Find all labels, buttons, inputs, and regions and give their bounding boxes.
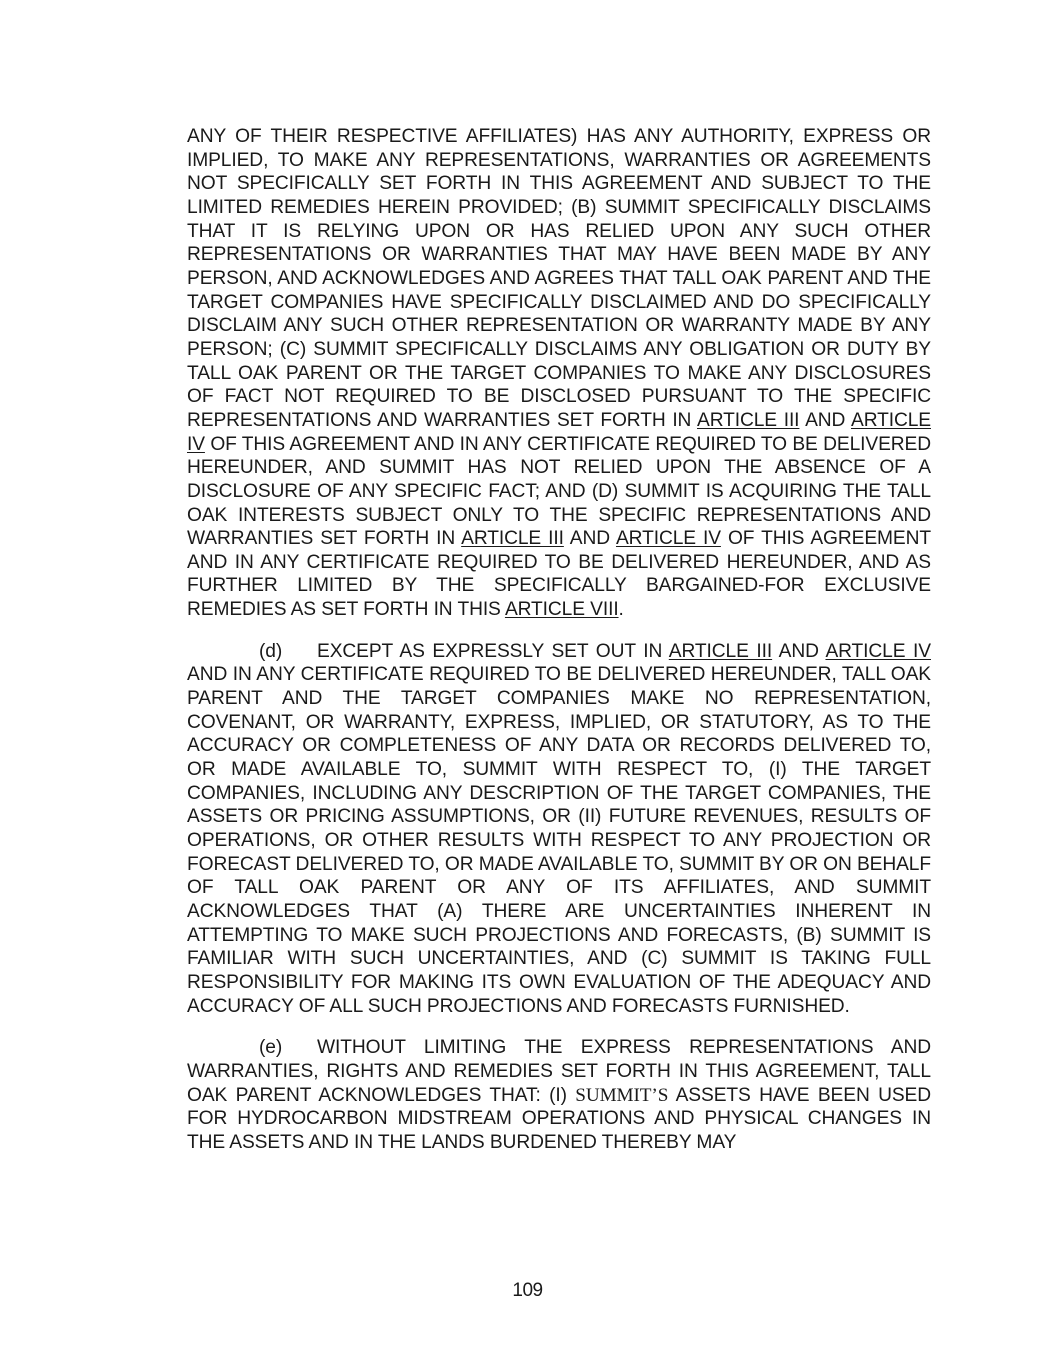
- paragraph-text: WITHOUT LIMITING THE EXPRESS REPRESENTATIONS AND WARRANTIES, RIGHTS AND REMEDIES SET FORTH IN THIS AGREEMENT, TALL OAK PARENT ACKNOWLEDGES THAT: (I): [187, 1037, 931, 1106]
- paragraph-label: (d): [259, 640, 283, 662]
- paragraph-text: AND IN ANY CERTIFICATE REQUIRED TO BE DELIVERED HEREUNDER, TALL OAK PARENT AND THE TARGET COMPANIES MAKE NO REPRESENTATION, COVENANT, OR WARRANTY, EXPRESS, IMPLIED, OR STATUTORY, AS TO THE ACCURACY OR COMPLETENESS OF ANY DATA OR RECORDS DELIVERED TO, OR MADE AVAILABLE TO, SUMMIT WITH RESPECT TO, (I) THE TARGET COMPANIES, INCLUDING ANY DESCRIPTION OF THE TARGET COMPANIES, THE ASSETS OR PRICING ASSUMPTIONS, OR (II) FUTURE REVENUES, RESULTS OF OPERATIONS, OR OTHER RESULTS WITH RESPECT TO ANY PROJECTION OR FORECAST DELIVERED TO, OR MADE AVAILABLE TO, SUMMIT BY OR ON BEHALF OF TALL OAK PARENT OR ANY OF ITS AFFILIATES, AND SUMMIT ACKNOWLEDGES THAT (A) THERE ARE UNCERTAINTIES INHERENT IN ATTEMPTING TO MAKE SUCH PROJECTIONS AND FORECASTS, (B) SUMMIT IS FAMILIAR WITH SUCH UNCERTAINTIES, AND (C) SUMMIT IS TAKING FULL RESPONSIBILITY FOR MAKING ITS OWN EVALUATION OF THE ADEQUACY AND ACCURACY OF ALL SUCH PROJECTIONS AND FORECASTS FURNISHED.: [187, 664, 931, 1017]
- paragraph-text: OF THIS AGREEMENT AND IN ANY CERTIFICATE REQUIRED TO BE DELIVERED HEREUNDER, AND SUMMIT HAS NOT RELIED UPON THE ABSENCE OF A DISCLOSURE OF ANY SPECIFIC FACT; AND (D) SUMMIT IS ACQUIRING THE TALL OAK INTERESTS SUBJECT ONLY TO THE SPECIFIC REPRESENTATIONS AND WARRANTIES SET FORTH IN: [187, 433, 931, 550]
- paragraph-text: OF THIS AGREEMENT AND IN ANY CERTIFICATE REQUIRED TO BE DELIVERED HEREUNDER, AND AS FURTHER LIMITED BY THE SPECIFICALLY BARGAINED-FOR EXCLUSIVE REMEDIES AS SET FORTH IN THIS: [187, 528, 931, 621]
- paragraph-text: ASSETS HAVE BEEN USED FOR HYDROCARBON MIDSTREAM OPERATIONS AND PHYSICAL CHANGES IN THE ASSETS AND IN THE LANDS BURDENED THEREBY MAY: [187, 1084, 931, 1153]
- paragraph-text: AND: [772, 640, 826, 662]
- article-reference: ARTICLE IV: [825, 640, 931, 662]
- article-reference: ARTICLE VIII: [504, 599, 619, 621]
- page-number: 109: [512, 1280, 543, 1301]
- paragraph-text: ANY OF THEIR RESPECTIVE AFFILIATES) HAS ANY AUTHORITY, EXPRESS OR IMPLIED, TO MAKE ANY REPRESENTATIONS, WARRANTIES OR AGREEMENTS NOT SPECIFICALLY SET FORTH IN THIS AGREEMENT AND SUBJECT TO THE LIMITED REMEDIES HEREIN PROVIDED; (B) SUMMIT SPECIFICALLY DISCLAIMS THAT IT IS RELYING UPON OR HAS RELIED UPON ANY SUCH OTHER REPRESENTATIONS OR WARRANTIES THAT MAY HAVE BEEN MADE BY ANY PERSON, AND ACKNOWLEDGES AND AGREES THAT TALL OAK PARENT AND THE TARGET COMPANIES HAVE SPECIFICALLY DISCLAIMED AND DO SPECIFICALLY DISCLAIM ANY SUCH OTHER REPRESENTATION OR WARRANTY MADE BY ANY PERSON; (C) SUMMIT SPECIFICALLY DISCLAIMS ANY OBLIGATION OR DUTY BY TALL OAK PARENT OR THE TARGET COMPANIES TO MAKE ANY DISCLOSURES OF FACT NOT REQUIRED TO BE DISCLOSED PURSUANT TO THE SPECIFIC REPRESENTATIONS AND WARRANTIES SET FORTH IN: [187, 126, 931, 431]
- paragraph-d: [187, 640, 931, 1019]
- article-reference: ARTICLE IV: [615, 528, 721, 550]
- paragraph-text: AND: [799, 409, 851, 431]
- paragraph-text: AND: [563, 528, 616, 550]
- article-reference: ARTICLE III: [668, 640, 773, 662]
- article-reference: ARTICLE IV: [187, 409, 931, 455]
- paragraph-e: [187, 1036, 931, 1154]
- article-reference: ARTICLE III: [461, 528, 564, 550]
- article-reference: ARTICLE III: [697, 409, 800, 431]
- paragraph-text: EXCEPT AS EXPRESSLY SET OUT IN: [317, 640, 669, 662]
- paragraph-continuation: [187, 125, 931, 622]
- paragraph-label: (e): [259, 1037, 283, 1059]
- paragraph-text: .: [618, 599, 624, 621]
- document-page: [187, 125, 931, 1155]
- paragraph-text-serif: SUMMIT’S: [575, 1084, 669, 1106]
